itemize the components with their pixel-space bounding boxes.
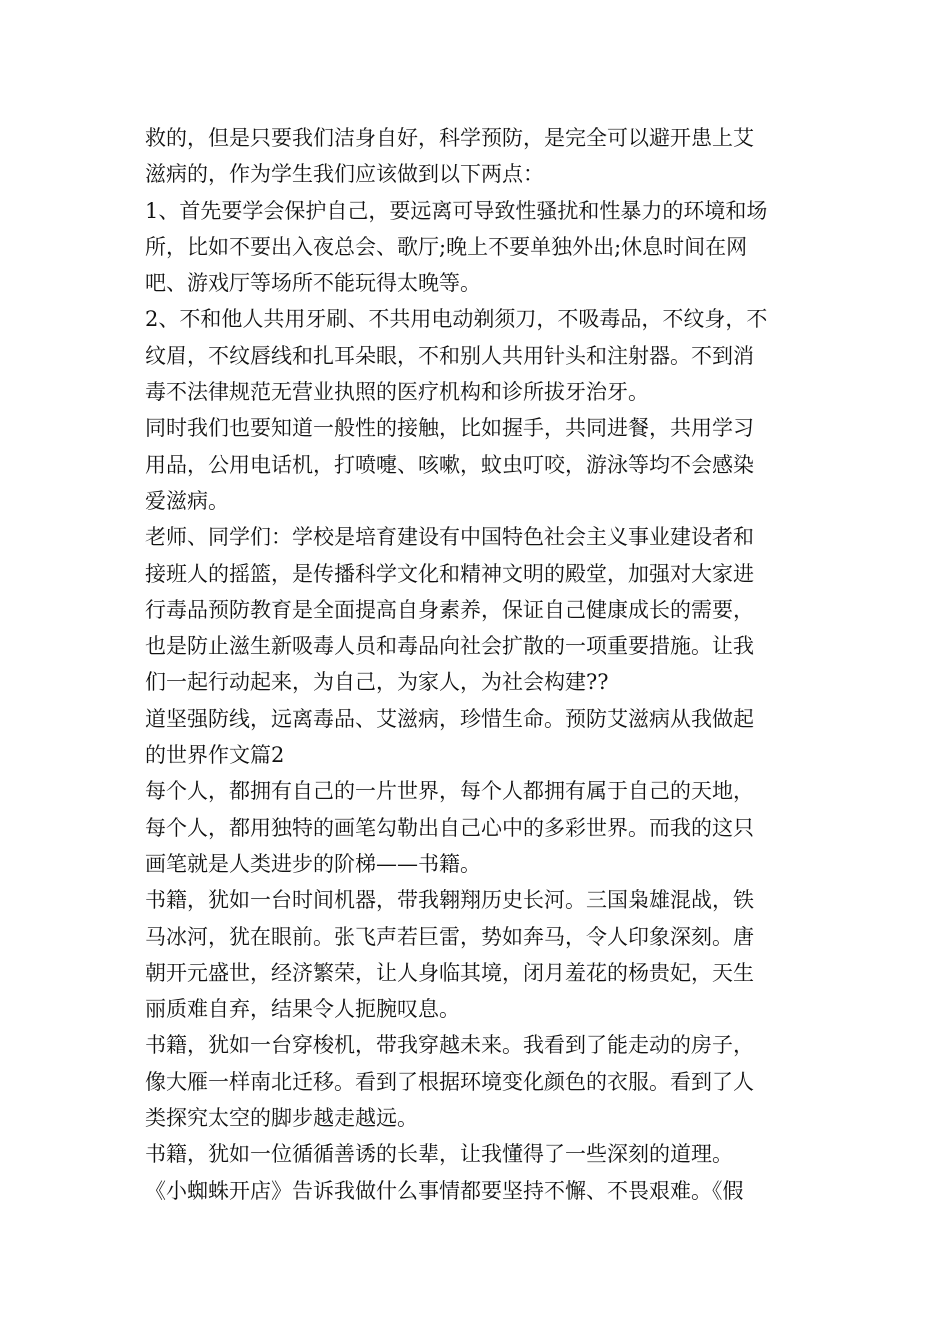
text-line: 纹眉，不纹唇线和扎耳朵眼，不和别人共用针头和注射器。不到消 <box>145 343 754 368</box>
text-line: 马冰河，犹在眼前。张飞声若巨雷，势如奔马，令人印象深刻。唐 <box>145 924 754 949</box>
text-line: 接班人的摇篮，是传播科学文化和精神文明的殿堂，加强对大家进 <box>145 561 754 586</box>
text-line: 画笔就是人类进步的阶梯——书籍。 <box>145 851 481 876</box>
text-line: 道坚强防线，远离毒品、艾滋病，珍惜生命。预防艾滋病从我做起 <box>145 706 754 731</box>
text-line: 每个人，都拥有自己的一片世界，每个人都拥有属于自己的天地， <box>145 779 754 804</box>
text-line: 所，比如不要出入夜总会、歌厅;晚上不要单独外出;休息时间在网 <box>145 234 748 259</box>
text-line: 爱滋病。 <box>145 488 229 513</box>
text-line: 救的，但是只要我们洁身自好，科学预防，是完全可以避开患上艾 <box>145 126 754 150</box>
text-line: 《小蜘蛛开店》告诉我做什么事情都要坚持不懈、不畏艰难。《假 <box>145 1178 744 1203</box>
text-line: 同时我们也要知道一般性的接触，比如握手，共同进餐，共用学习 <box>145 416 754 441</box>
text-line: 每个人，都用独特的画笔勾勒出自己心中的多彩世界。而我的这只 <box>145 815 754 840</box>
text-line: 行毒品预防教育是全面提高自身素养，保证自己健康成长的需要， <box>145 597 754 622</box>
text-line: 们一起行动起来，为自己，为家人，为社会构建?? <box>145 670 609 695</box>
text-line: 1、首先要学会保护自己，要远离可导致性骚扰和性暴力的环境和场 <box>145 198 768 223</box>
text-line: 像大雁一样南北迁移。看到了根据环境变化颜色的衣服。看到了人 <box>145 1069 754 1094</box>
document-body <box>145 120 809 1209</box>
text-line: 毒不法律规范无营业执照的医疗机构和诊所拔牙治牙。 <box>145 380 649 405</box>
text-line: 书籍，犹如一台时间机器，带我翱翔历史长河。三国枭雄混战，铁 <box>145 888 754 913</box>
text-line: 书籍，犹如一台穿梭机，带我穿越未来。我看到了能走动的房子， <box>145 1033 754 1058</box>
text-line: 吧、游戏厅等场所不能玩得太晚等。 <box>145 271 481 296</box>
text-line: 也是防止滋生新吸毒人员和毒品向社会扩散的一项重要措施。让我 <box>145 634 754 659</box>
text-line: 老师、同学们：学校是培育建设有中国特色社会主义事业建设者和 <box>145 525 754 550</box>
text-line: 书籍，犹如一位循循善诱的长辈，让我懂得了一些深刻的道理。 <box>145 1142 733 1167</box>
text-line: 2、不和他人共用牙刷、不共用电动剃须刀，不吸毒品，不纹身，不 <box>145 307 768 332</box>
text-line: 朝开元盛世，经济繁荣，让人身临其境，闭月羞花的杨贵妃，天生 <box>145 960 754 985</box>
text-line: 类探究太空的脚步越走越远。 <box>145 1106 418 1131</box>
text-line: 用品，公用电话机，打喷嚏、咳嗽，蚊虫叮咬，游泳等均不会感染 <box>145 452 754 477</box>
text-line: 的世界作文篇2 <box>145 743 285 768</box>
text-line: 滋病的，作为学生我们应该做到以下两点： <box>145 162 544 187</box>
text-line: 丽质难自弃，结果令人扼腕叹息。 <box>145 997 460 1022</box>
